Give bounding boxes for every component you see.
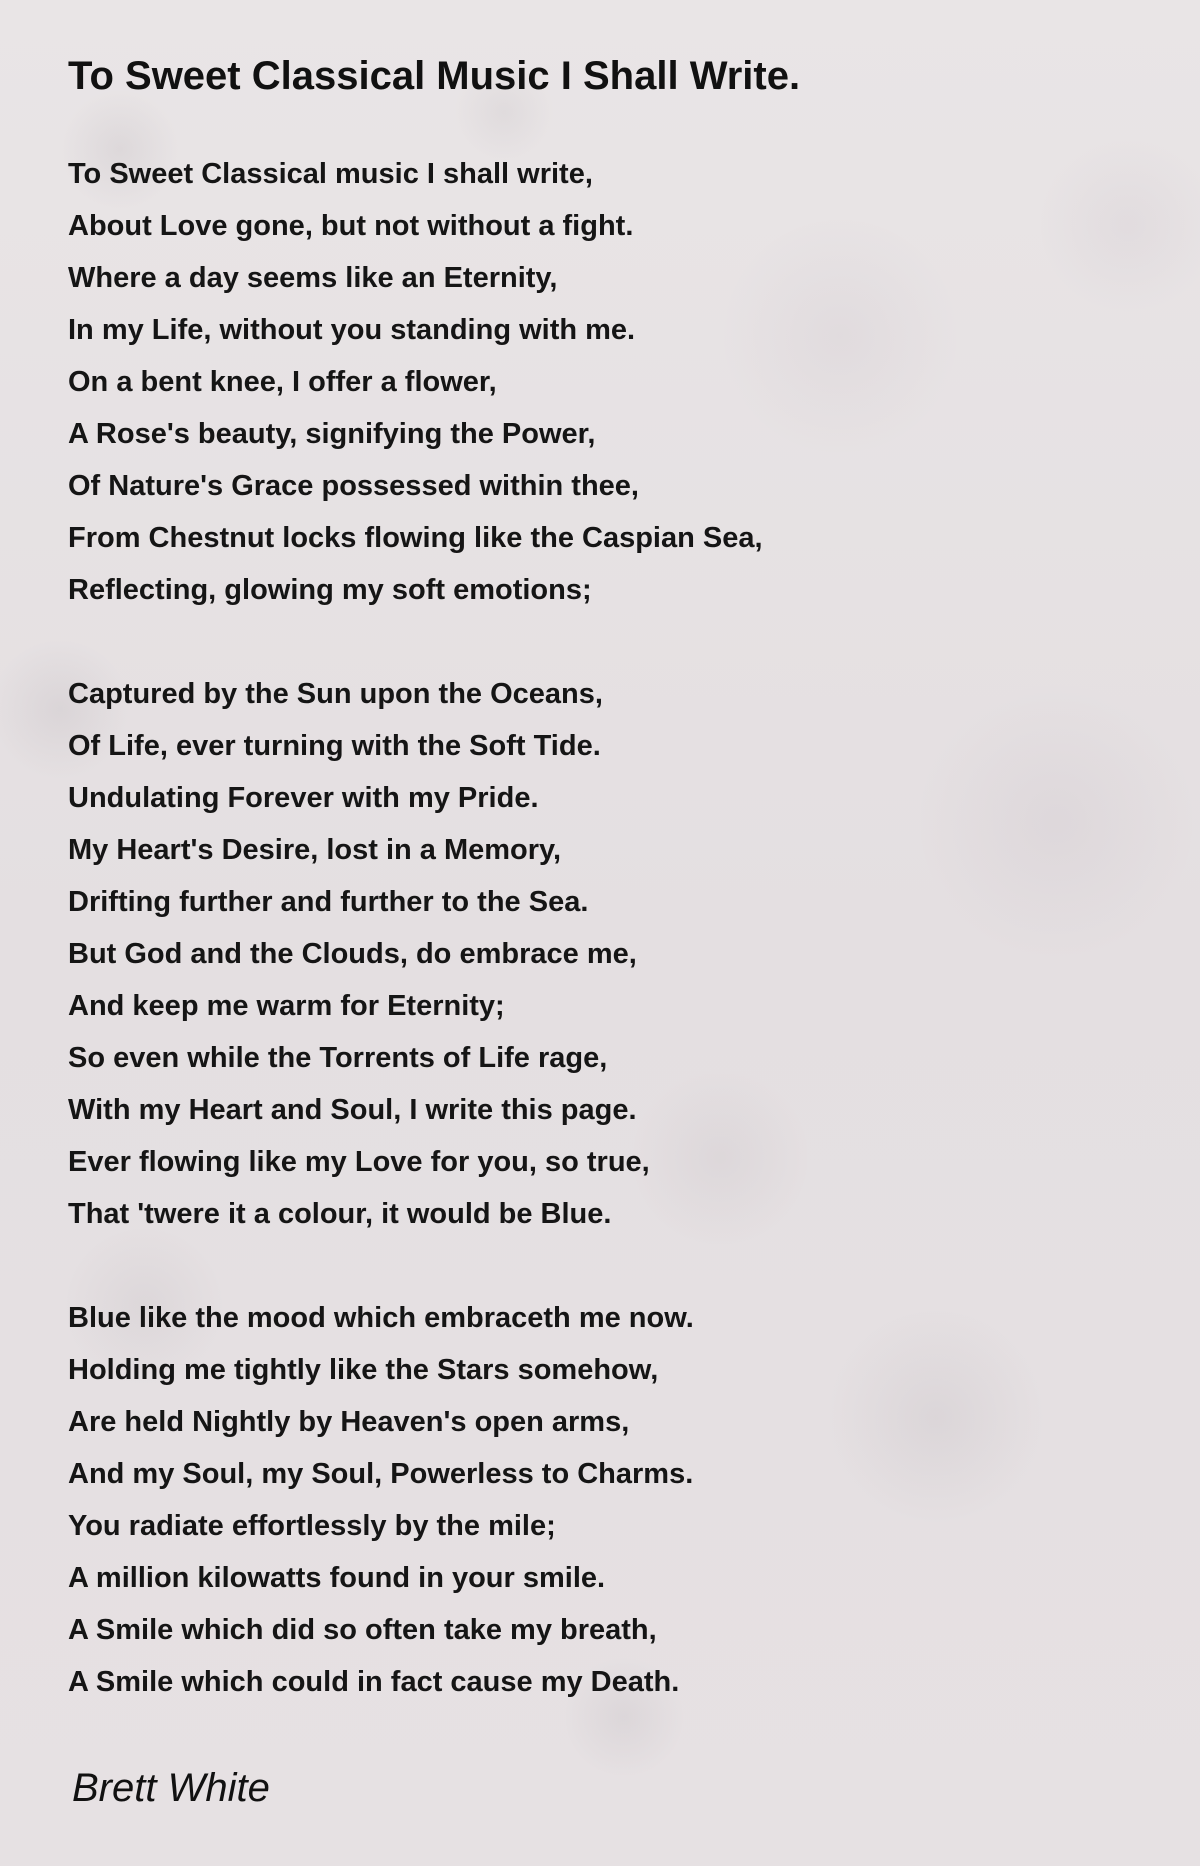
poem-line: Of Nature's Grace possessed within thee, xyxy=(68,470,639,502)
poem-line: A million kilowatts found in your smile. xyxy=(68,1562,606,1594)
poem-line: Blue like the mood which embraceth me now. xyxy=(68,1302,694,1334)
poem-line: And my Soul, my Soul, Powerless to Charms. xyxy=(68,1458,694,1490)
poem-line: That 'twere it a colour, it would be Blue. xyxy=(68,1198,612,1230)
poem-line: Holding me tightly like the Stars somehow, xyxy=(68,1354,659,1386)
poem-line: A Smile which did so often take my breath, xyxy=(68,1614,657,1646)
poem-line: With my Heart and Soul, I write this page. xyxy=(68,1094,637,1126)
poem-line: Undulating Forever with my Pride. xyxy=(68,782,539,814)
poem-line: On a bent knee, I offer a flower, xyxy=(68,366,497,398)
poem-line: About Love gone, but not without a fight. xyxy=(68,210,634,242)
poem-line: A Rose's beauty, signifying the Power, xyxy=(68,418,596,450)
poem-line: You radiate effortlessly by the mile; xyxy=(68,1510,556,1542)
poem-line: To Sweet Classical music I shall write, xyxy=(68,158,593,190)
stanza-1 xyxy=(68,148,1168,616)
poem-title: To Sweet Classical Music I Shall Write. xyxy=(68,54,801,98)
poem-line: Are held Nightly by Heaven's open arms, xyxy=(68,1406,630,1438)
poem-line: A Smile which could in fact cause my Death. xyxy=(68,1666,680,1698)
poem-line: From Chestnut locks flowing like the Caspian Sea, xyxy=(68,522,763,554)
stanza-2 xyxy=(68,668,1168,1240)
poem-line: My Heart's Desire, lost in a Memory, xyxy=(68,834,562,866)
poem-line: Reflecting, glowing my soft emotions; xyxy=(68,574,592,606)
poem-line: Captured by the Sun upon the Oceans, xyxy=(68,678,603,710)
poem-line: Drifting further and further to the Sea. xyxy=(68,886,589,918)
poem-line: Ever flowing like my Love for you, so true, xyxy=(68,1146,650,1178)
poem-line: And keep me warm for Eternity; xyxy=(68,990,505,1022)
poem-line: But God and the Clouds, do embrace me, xyxy=(68,938,637,970)
poem-page xyxy=(68,46,1168,1816)
poem-author: Brett White xyxy=(72,1766,270,1810)
stanza-3 xyxy=(68,1292,1168,1708)
poem-line: In my Life, without you standing with me. xyxy=(68,314,636,346)
poem-line: Where a day seems like an Eternity, xyxy=(68,262,558,294)
poem-line: So even while the Torrents of Life rage, xyxy=(68,1042,608,1074)
poem-line: Of Life, ever turning with the Soft Tide. xyxy=(68,730,601,762)
